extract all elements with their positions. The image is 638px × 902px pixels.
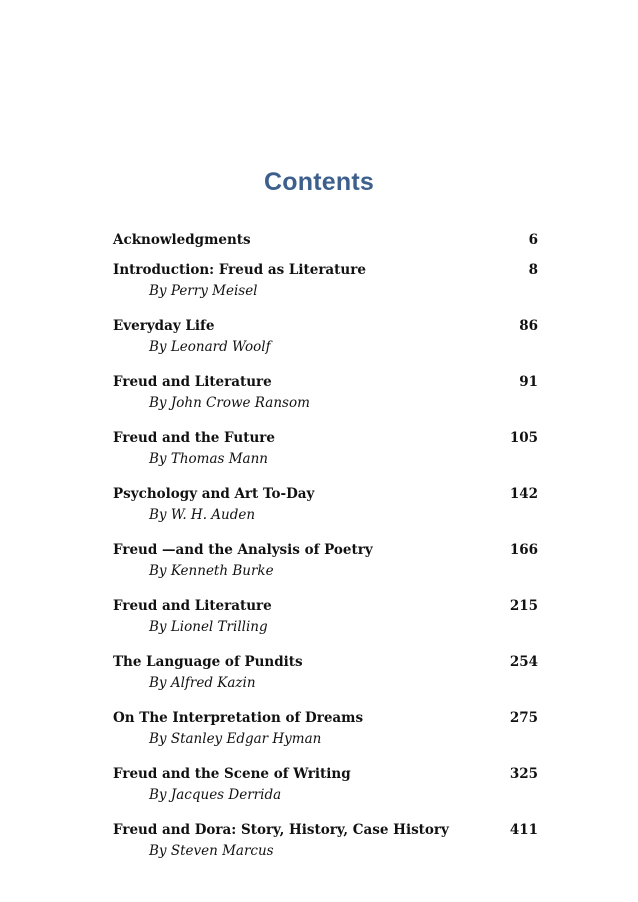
table-of-contents bbox=[113, 228, 538, 874]
toc-entry bbox=[113, 818, 538, 862]
entry-page-number: 142 bbox=[509, 486, 538, 502]
toc-entry bbox=[113, 370, 538, 414]
toc-entry bbox=[113, 314, 538, 358]
entry-page-number: 325 bbox=[509, 766, 538, 782]
entry-author: By Perry Meisel bbox=[149, 283, 258, 299]
entry-page-number: 8 bbox=[528, 262, 538, 278]
entry-page-number: 6 bbox=[528, 232, 538, 248]
entry-page-number: 86 bbox=[519, 318, 538, 334]
entry-page-number: 411 bbox=[509, 822, 538, 838]
entry-page-number: 105 bbox=[509, 430, 538, 446]
entry-title: On The Interpretation of Dreams bbox=[113, 710, 364, 726]
entry-author: By Steven Marcus bbox=[149, 843, 274, 859]
entry-page-number: 166 bbox=[509, 542, 538, 558]
entry-title: Introduction: Freud as Literature bbox=[113, 262, 366, 278]
entry-author: By Thomas Mann bbox=[149, 451, 268, 467]
toc-entry bbox=[113, 594, 538, 638]
entry-title: Everyday Life bbox=[113, 318, 215, 334]
entry-title: Freud and Literature bbox=[113, 598, 272, 614]
toc-entry bbox=[113, 706, 538, 750]
entry-page-number: 254 bbox=[509, 654, 538, 670]
toc-entry bbox=[113, 228, 538, 252]
toc-entry bbox=[113, 426, 538, 470]
toc-entry bbox=[113, 650, 538, 694]
entry-author: By W. H. Auden bbox=[149, 507, 256, 523]
toc-entry bbox=[113, 258, 538, 302]
entry-author: By Leonard Woolf bbox=[149, 339, 271, 355]
entry-page-number: 91 bbox=[519, 374, 538, 390]
entry-author: By John Crowe Ransom bbox=[149, 395, 310, 411]
entry-author: By Lionel Trilling bbox=[149, 619, 268, 635]
entry-title: Freud and the Future bbox=[113, 430, 275, 446]
entry-title: Freud —and the Analysis of Poetry bbox=[113, 542, 373, 558]
entry-page-number: 215 bbox=[509, 598, 538, 614]
entry-author: By Jacques Derrida bbox=[149, 787, 282, 803]
entry-author: By Alfred Kazin bbox=[149, 675, 256, 691]
entry-author: By Stanley Edgar Hyman bbox=[149, 731, 322, 747]
entry-title: Acknowledgments bbox=[113, 232, 251, 248]
entry-title: Psychology and Art To-Day bbox=[113, 486, 315, 502]
toc-entry bbox=[113, 482, 538, 526]
toc-entry bbox=[113, 762, 538, 806]
toc-entry bbox=[113, 538, 538, 582]
entry-title: Freud and Literature bbox=[113, 374, 272, 390]
entry-author: By Kenneth Burke bbox=[149, 563, 274, 579]
entry-page-number: 275 bbox=[509, 710, 538, 726]
entry-title: The Language of Pundits bbox=[113, 654, 303, 670]
entry-title: Freud and the Scene of Writing bbox=[113, 766, 351, 782]
page-title: Contents bbox=[264, 168, 374, 196]
entry-title: Freud and Dora: Story, History, Case History bbox=[113, 822, 449, 838]
